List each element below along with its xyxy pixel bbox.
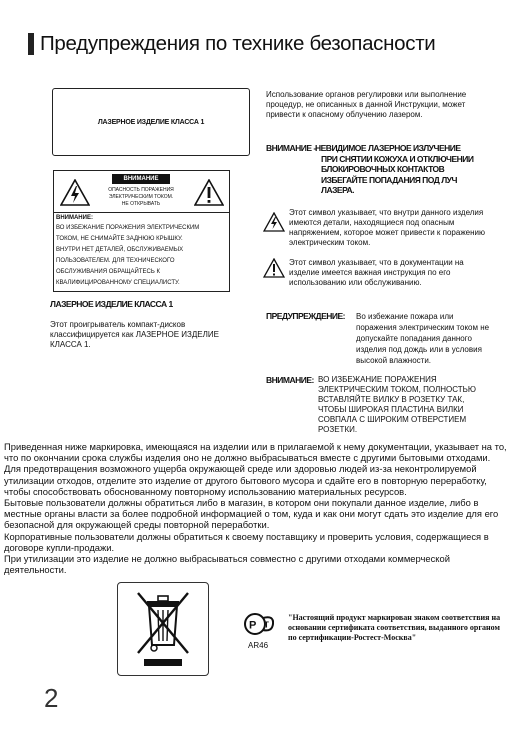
laser-warning-label: ВНИМАНИЕ - xyxy=(266,143,316,153)
certification-text xyxy=(288,613,524,643)
plug-warning-text xyxy=(318,375,522,435)
fire-warning-line: Во избежание пожара или xyxy=(356,312,454,321)
plug-warning-line: РОЗЕТКИ. xyxy=(318,425,358,434)
exclamation-warning-icon xyxy=(194,179,224,206)
warning-label-head: ВНИМАНИЕ xyxy=(112,174,170,184)
lightning-symbol-line: Этот символ указывает, что внутри данного изделия xyxy=(289,208,484,217)
exclamation-symbol-line: изделие имеется важная инструкция по его xyxy=(289,268,451,277)
laser-warning-line: ПРИ СНЯТИИ КОЖУХА И ОТКЛЮЧЕНИИ xyxy=(321,153,474,164)
warning-sub-line: НЕ ОТКРЫВАТЬ xyxy=(121,201,161,207)
disposal-line: деятельности. xyxy=(4,564,67,576)
lightning-symbol-text xyxy=(289,208,521,248)
laser-warning-line: ЛАЗЕРА. xyxy=(321,185,355,195)
disposal-line: договоре купли-продажи. xyxy=(4,541,115,553)
disposal-line: чтобы способствовать обоснованному повторному использованию материальных ресурсов. xyxy=(4,485,407,497)
laser-warning-text xyxy=(315,143,520,196)
exclamation-symbol-text xyxy=(289,258,521,288)
disposal-line: безопасной для окружающей среды повторной переработки. xyxy=(4,519,270,531)
disposal-line: Приведенная ниже маркировка, имеющаяся на изделии или в прилагаемой к нему документации, указывает на то, xyxy=(4,441,507,452)
warning-body-line: ОБСЛУЖИВАНИЯ ОБРАЩАЙТЕСЬ К xyxy=(56,269,160,275)
fire-warning-line: допускайте попадания данного xyxy=(356,334,472,343)
laser-warning-line: НЕВИДИМОЕ ЛАЗЕРНОЕ ИЗЛУЧЕНИЕ xyxy=(315,143,461,153)
laser-section-line: КЛАССА 1. xyxy=(50,340,91,349)
lightning-symbol-line: электрическим током. xyxy=(289,238,371,247)
lightning-warning-icon xyxy=(60,179,90,206)
title-accent-bar xyxy=(28,33,34,55)
plug-warning-line: ЧТОБЫ ШИРОКАЯ ПЛАСТИНА ВИЛКИ xyxy=(318,405,464,414)
warning-sub-line: ОПАСНОСТЬ ПОРАЖЕНИЯ xyxy=(108,187,174,193)
disposal-line: что по окончании срока службы изделия оно не должно выбрасываться вместе с другими бытовыми отходами. xyxy=(4,452,491,464)
exclamation-symbol-line: использованию или обслуживанию. xyxy=(289,278,422,287)
adjustment-notice-line: процедур, не описанных в данной Инструкции, может xyxy=(266,100,466,109)
page-title: Предупреждения по технике безопасности xyxy=(40,32,436,55)
fire-warning-line: поражения электрическим током не xyxy=(356,323,490,332)
svg-text:P: P xyxy=(249,619,257,632)
warning-body-line: ТОКОМ, НЕ СНИМАЙТЕ ЗАДНЮЮ КРЫШКУ. xyxy=(56,236,183,242)
certification-code: AR46 xyxy=(248,641,269,650)
laser-section-text xyxy=(50,320,250,350)
warning-label xyxy=(53,170,230,292)
plug-warning-line: СОВПАЛА С ШИРОКИМ ОТВЕРСТИЕМ xyxy=(318,415,467,424)
warning-body-line: ПОЛЬЗОВАТЕЛЕМ. ДЛЯ ТЕХНИЧЕСКОГО xyxy=(56,258,175,264)
fire-warning-line: изделия под дождь или в условия xyxy=(356,345,482,354)
disposal-notice xyxy=(4,441,522,575)
laser-section-line: классифицируется как ЛАЗЕРНОЕ ИЗДЕЛИЕ xyxy=(50,330,219,339)
certification-line: основании сертификата соответствия, выданного органом xyxy=(288,623,500,632)
lightning-symbol-line: напряжением, которое может привести к поражению xyxy=(289,228,486,237)
plug-warning-line: ВСТАВЛЯЙТЕ ВИЛКУ В РОЗЕТКУ ТАК, xyxy=(318,395,465,404)
laser-section-line: Этот проигрыватель компакт-дисков xyxy=(50,320,186,329)
warning-body xyxy=(56,223,228,289)
fire-warning-line: высокой влажности. xyxy=(356,356,432,365)
warning-body-line: ВНУТРИ НЕТ ДЕТАЛЕЙ, ОБСЛУЖИВАЕМЫХ xyxy=(56,247,184,253)
exclamation-symbol-icon xyxy=(263,258,285,278)
warning-label-sub xyxy=(98,187,184,208)
certification-line: по сертификации-Ростест-Москва" xyxy=(288,633,417,642)
disposal-line: Корпоративные пользователи должны обратиться к своему поставщику и проверить условия, содержащиеся в xyxy=(4,530,489,542)
adjustment-notice-line: привести к опасному облучению лазером. xyxy=(266,110,423,119)
warning-sub-line: ЭЛЕКТРИЧЕСКИМ ТОКОМ. xyxy=(108,194,174,200)
fire-warning-text xyxy=(356,311,522,366)
disposal-line: Для предотвращения возможного ущерба окружающей среде или здоровью людей из-за неконтролируемой xyxy=(4,463,477,475)
warning-body-line: КВАЛИФИЦИРОВАННОМУ СПЕЦИАЛИСТУ. xyxy=(56,280,180,286)
crossed-bin-icon xyxy=(118,583,208,675)
fire-warning-label: ПРЕДУПРЕЖДЕНИЕ: xyxy=(266,311,345,321)
laser-warning-line: ИЗБЕГАЙТЕ ПОПАДАНИЯ ПОД ЛУЧ xyxy=(321,174,457,185)
laser-class-label-text: ЛАЗЕРНОЕ ИЗДЕЛИЕ КЛАССА 1 xyxy=(97,118,205,126)
plug-warning-line: ЭЛЕКТРИЧЕСКИМ ТОКОМ, ПОЛНОСТЬЮ xyxy=(318,385,476,394)
warning-body-line: ВО ИЗБЕЖАНИЕ ПОРАЖЕНИЯ ЭЛЕКТРИЧЕСКИМ xyxy=(56,225,200,231)
adjustment-notice xyxy=(266,90,516,120)
warning-label-top xyxy=(54,171,229,213)
laser-warning-line: БЛОКИРОВОЧНЫХ КОНТАКТОВ xyxy=(321,164,445,174)
plug-warning-line: ВО ИЗБЕЖАНИЕ ПОРАЖЕНИЯ xyxy=(318,375,437,384)
disposal-line: При утилизации это изделие не должно выбрасываться совместно с другими отходами коммерческой xyxy=(4,553,450,565)
svg-text:T: T xyxy=(264,620,269,630)
laser-section-heading: ЛАЗЕРНОЕ ИЗДЕЛИЕ КЛАССА 1 xyxy=(50,299,173,309)
disposal-line: Бытовые пользователи должны обратиться либо в магазин, в котором они покупали данное изделие, либо в xyxy=(4,497,479,509)
disposal-line: местные органы власти за более подробной информацией о том, куда и как они могут сдать это изделие для его xyxy=(4,508,499,520)
rostest-mark-icon xyxy=(243,612,275,636)
certification-line: "Настоящий продукт маркирован знаком соответствия на xyxy=(288,613,501,622)
lightning-symbol-icon xyxy=(263,212,285,232)
weee-symbol-frame xyxy=(117,582,209,676)
warning-body-title: ВНИМАНИЕ: xyxy=(56,215,93,221)
plug-warning-label: ВНИМАНИЕ: xyxy=(266,375,314,385)
laser-class-label xyxy=(52,88,250,156)
exclamation-symbol-line: Этот символ указывает, что в документации на xyxy=(289,258,464,267)
lightning-symbol-line: имеются детали, находящиеся под опасным xyxy=(289,218,455,227)
disposal-line: утилизации отходов, отделите это изделие от другого бытового мусора и сдайте его в повторную переработку, xyxy=(4,474,487,486)
page-number: 2 xyxy=(44,683,59,713)
adjustment-notice-line: Использование органов регулировки или выполнение xyxy=(266,90,467,99)
